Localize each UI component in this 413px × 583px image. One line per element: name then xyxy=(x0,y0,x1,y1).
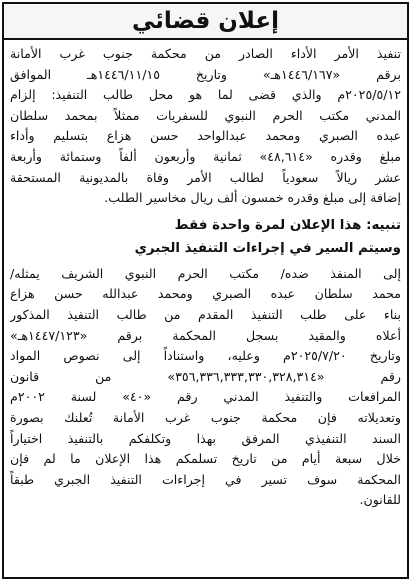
summons-line: أعلاه والمقيد بسجل المحكمة برقم «١٤٤٧/١٢٣هـ» xyxy=(10,327,401,343)
order-line: المدني مكتب الحرم النبوي للسفريات ممثلاً بمحمد سلطان xyxy=(10,107,401,123)
summons-line: إلى المنفذ ضده/ مكتب الحرم النبوي الشريف يمثله/ xyxy=(10,265,401,281)
summons-line: وتاريخ ٢٠٢٥/٧/٢٠م وعليه، واستناداً إلى نصوص المواد xyxy=(10,348,401,364)
legal-notice-frame xyxy=(2,2,409,579)
order-line: برقم «١٤٤٦/١٦٧هـ» وتاريخ ١٤٤٦/١١/١٥هـ الموافق xyxy=(10,66,401,82)
notice-title: إعلان قضائي xyxy=(132,8,279,34)
notice-warning: تنبيه: هذا الإعلان لمرة واحدة فقط xyxy=(174,217,401,233)
summons-line: خلال سبعة أيام من تاريخ تسلمكم هذا الإعلان ما لم فإن xyxy=(10,451,401,467)
order-line: تنفيذ الأمر الأداء الصادر من محكمة جنوب غرب الأمانة xyxy=(10,46,401,61)
summons-line: وتعديلاته فإن محكمة جنوب غرب الأمانة تُعلنك بصورة xyxy=(10,409,401,425)
order-line: عبده الصبري ومحمد عبدالواحد حسن هزاع بتسليم وأداء xyxy=(10,128,401,144)
notice-enforcement: وسيتم السير في إجراءات التنفيذ الجبري xyxy=(134,240,401,256)
order-paragraph xyxy=(10,44,401,209)
summons-line: السند التنفيذي المرفق بهذا وتكلفكم بالتنفيذ اختياراً xyxy=(10,430,401,446)
notice-content xyxy=(4,40,407,511)
summons-line: رقم «٣٥٦,٣٣٦,٣٣٣,٣٣٠,٣٢٨,٣١٤» من قانون xyxy=(10,368,401,384)
summons-line: محمد سلطان عبده الصبري ومحمد عبدالله حسن هزاع xyxy=(10,286,401,302)
order-line: عشر ريالاً سعودياً لطالب الأمر وفاة بالمديونية المستحقة xyxy=(10,169,401,185)
order-line: ٢٠٢٥/٥/١٢م والذي قضى لما هو محل طالب التنفيذ: إلزام xyxy=(10,87,401,103)
order-line: مبلغ وقدره «٤٨,٦١٤» ثمانية وأربعون ألفاً وستمائة وأربعة xyxy=(10,148,401,164)
summons-line: المحكمة سوف تسير في إجراءات التنفيذ الجبري طبقاً xyxy=(10,471,401,487)
summons-line: للقانون. xyxy=(359,492,401,508)
order-line: إضافة إلى مبلغ وقدره خمسون ألف ريال مخاسير الطلب. xyxy=(104,190,401,206)
title-bar xyxy=(4,4,407,40)
summons-paragraph xyxy=(10,264,401,511)
summons-line: المرافعات والتنفيذ المدني رقم «٤٠» لسنة ٢٠٠٢م xyxy=(10,389,401,405)
summons-line: بناء على طلب التنفيذ المقدم من طالب التنفيذ المذكور xyxy=(10,306,401,322)
